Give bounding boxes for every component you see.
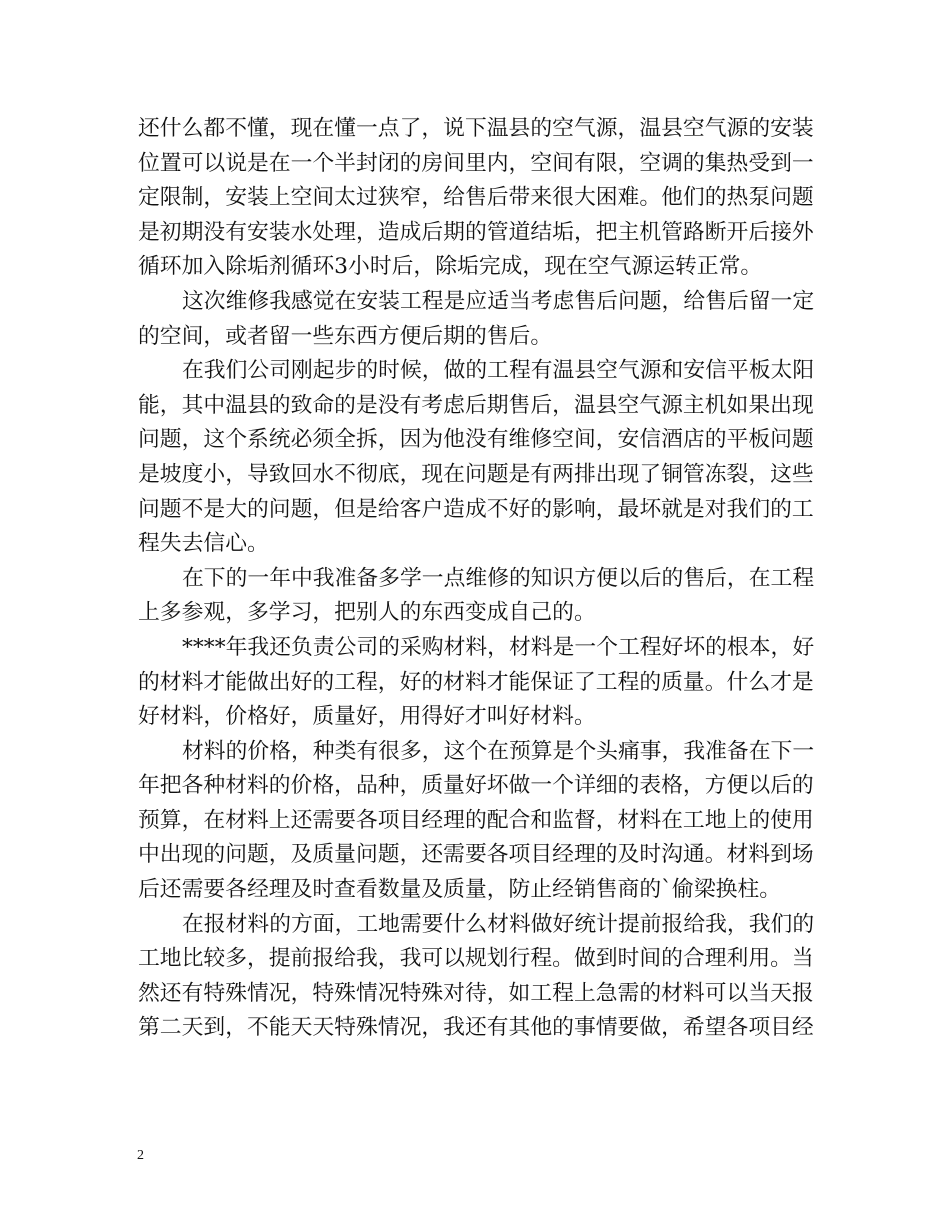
paragraph-3: 在我们公司刚起步的时候，做的工程有温县空气源和安信平板太阳 能，其中温县的致命的是没有考虑后期售后，温县空气源主机如果出现 问题，这个系统必须全拆，因为他没有维修空间，安信酒店的平板问题 是坡度小，导致回水不彻底，现在问题是有两排出现了铜管冻裂，这些 问题不是大的问题，但是给客户造成不好的影响，最坏就是对我们的工 程失去信心。: [138, 358, 815, 557]
paragraph-7: 在报材料的方面，工地需要什么材料做好统计提前报给我，我们的 工地比较多，提前报给我，我可以规划行程。做到时间的合理利用。当 然还有特殊情况，特殊情况特殊对待，如工程上急需的材料可以当天报 第二天到，不能天天特殊情况，我还有其他的事情要做，希望各项目经: [138, 911, 815, 1041]
document-body: [138, 112, 818, 1046]
paragraph-1: 还什么都不懂，现在懂一点了，说下温县的空气源，温县空气源的安装 位置可以说是在一个半封闭的房间里内，空间有限，空调的集热受到一 定限制，安装上空间太过狭窄，给售后带来很大困难。他们的热泵问题 是初期没有安装水处理，造成后期的管道结垢，把主机管路断开后接外 循环加入除垢剂循环3小时后，除垢完成，现在空气源运转正常。: [138, 116, 814, 280]
page-number: 2: [137, 1148, 144, 1163]
paragraph-2: 这次维修我感觉在安装工程是应适当考虑售后问题，给售后留一定 的空间，或者留一些东西方便后期的售后。: [138, 288, 815, 349]
paragraph-4: 在下的一年中我准备多学一点维修的知识方便以后的售后，在工程 上多参观，多学习，把别人的东西变成自己的。: [138, 565, 815, 626]
paragraph-5: ****年我还负责公司的采购材料，材料是一个工程好坏的根本，好 的材料才能做出好的工程，好的材料才能保证了工程的质量。什么才是 好材料，价格好，质量好，用得好才叫好材料。: [138, 634, 815, 730]
paragraph-6: 材料的价格，种类有很多，这个在预算是个头痛事，我准备在下一 年把各种材料的价格，品种，质量好坏做一个详细的表格，方便以后的 预算，在材料上还需要各项目经理的配合和监督，材料在工地上的使用 中出现的问题，及质量问题，还需要各项目经理的及时沟通。材料到场 后还需要各经理及时查看数量及质量，防止经销售商的`偷梁换柱。: [138, 738, 815, 903]
